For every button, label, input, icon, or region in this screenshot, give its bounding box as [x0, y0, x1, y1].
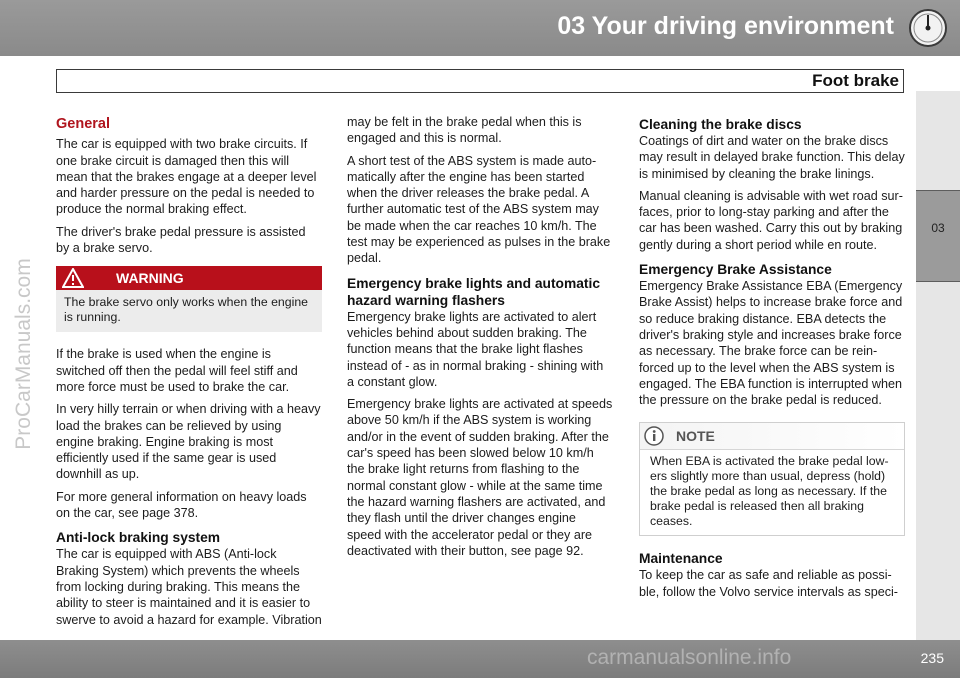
paragraph: Manual cleaning is advisable with wet road sur-faces, prior to long-stay parking and after the car has been washed. Carry this out by braking gently during a short period while en route. [639, 188, 903, 252]
paragraph: A short test of the ABS system is made auto-matically after the engine has been started when the driver releases the brake pedal. A further automatic test of the ABS system may be made when the car reaches 10 km/h. The test may be experienced as pulses in the brake pedal. [347, 153, 611, 266]
warning-box [56, 266, 322, 332]
speedometer-gauge-icon [906, 6, 950, 50]
note-header [640, 423, 904, 450]
warning-label: WARNING [116, 270, 184, 287]
paragraph: The car is equipped with ABS (Anti-lock Braking System) which prevents the wheels from locking during braking. This means the ability to steer is maintained and it is easier to swerve to avoid a hazard for example. Vibration [56, 547, 322, 627]
paragraph: Emergency Brake Assistance EBA (Emergency Brake Assist) helps to increase brake force and so reduce braking distance. EBA detects the driver's braking style and increases brake force as necessary. The brake force can be rein-forced up to the level when the ABS system is engaged. The EBA function is interrupted when the pressure on the brake pedal is reduced. [639, 279, 903, 408]
note-label: NOTE [676, 428, 715, 445]
text-column-3 [639, 114, 905, 606]
text-column-2 [347, 114, 613, 565]
paragraph: To keep the car as safe and reliable as possi-ble, follow the Volvo service intervals as speci- [639, 568, 898, 599]
heading-anti-lock-braking: Anti-lock braking system [56, 530, 221, 546]
paragraph: Coatings of dirt and water on the brake discs may result in delayed brake function. This delay is minimised by cleaning the brake linings. [639, 134, 905, 181]
side-tab-strip [916, 91, 960, 641]
paragraph: Emergency brake lights are activated at speeds above 50 km/h if the ABS system is working and/or in the event of sudden braking. After the car's speed has been slowed below 10 km/h the brake light returns from flashing to the normal constant glow - while at the same time the hazard warning flashers are activated, and they flash until the driver changes engine speed with the accelerator pedal or they are deactivated with their button, see page 92. [347, 397, 613, 558]
heading-emergency-brake-assistance: Emergency Brake Assistance [639, 262, 832, 278]
warning-header [56, 266, 322, 290]
watermark-carmanualsonline: carmanualsonline.info [587, 646, 792, 669]
heading-general: General [56, 116, 110, 132]
paragraph: The driver's brake pedal pressure is assisted by a brake servo. [56, 224, 306, 256]
footer-bar [0, 640, 960, 678]
heading-emergency-brake-lights: Emergency brake lights and automatic hazard warning flashers [347, 275, 601, 308]
note-box [639, 422, 905, 536]
paragraph: In very hilly terrain or when driving with a heavy load the brakes can be relieved by using engine braking. Engine braking is most efficiently used if the same gear is used downhill as up. [56, 402, 321, 482]
watermark-procarmanuals: ProCarManuals.com [12, 258, 35, 450]
heading-cleaning-brake-discs: Cleaning the brake discs [639, 117, 802, 132]
heading-maintenance: Maintenance [639, 551, 723, 567]
section-title: Foot brake [812, 71, 899, 90]
warning-triangle-icon [62, 268, 84, 288]
paragraph: The car is equipped with two brake circuits. If one brake circuit is damaged then this will mean that the brakes engage at a deeper level and harder pressure on the pedal is needed to produce the normal braking effect. [56, 137, 317, 217]
chapter-tab-label: 03 [931, 221, 945, 235]
note-text: When EBA is activated the brake pedal low-ers slightly more than usual, depress (hold) the brake pedal as long as necessary. If the brake pedal is released then all braking ceases. [650, 454, 889, 529]
section-header-box [56, 69, 904, 93]
chapter-side-tab[interactable] [916, 190, 960, 282]
header-bar [0, 0, 960, 56]
paragraph: may be felt in the brake pedal when this is engaged and this is normal. [347, 115, 582, 146]
paragraph: Emergency brake lights are activated to alert vehicles behind about sudden braking. The function means that the brake light flashes instead of - as in normal braking - shining with a constant glow. [347, 309, 604, 389]
text-column-1 [56, 114, 322, 634]
warning-text: The brake servo only works when the engine is running. [64, 295, 309, 325]
info-circle-icon [644, 426, 664, 446]
page-number: 235 [920, 650, 944, 666]
chapter-title: 03 Your driving environment [557, 12, 894, 40]
paragraph: If the brake is used when the engine is switched off then the pedal will feel stiff and more force must be used to brake the car. [56, 347, 298, 394]
paragraph: For more general information on heavy loads on the car, see page 378. [56, 489, 307, 521]
